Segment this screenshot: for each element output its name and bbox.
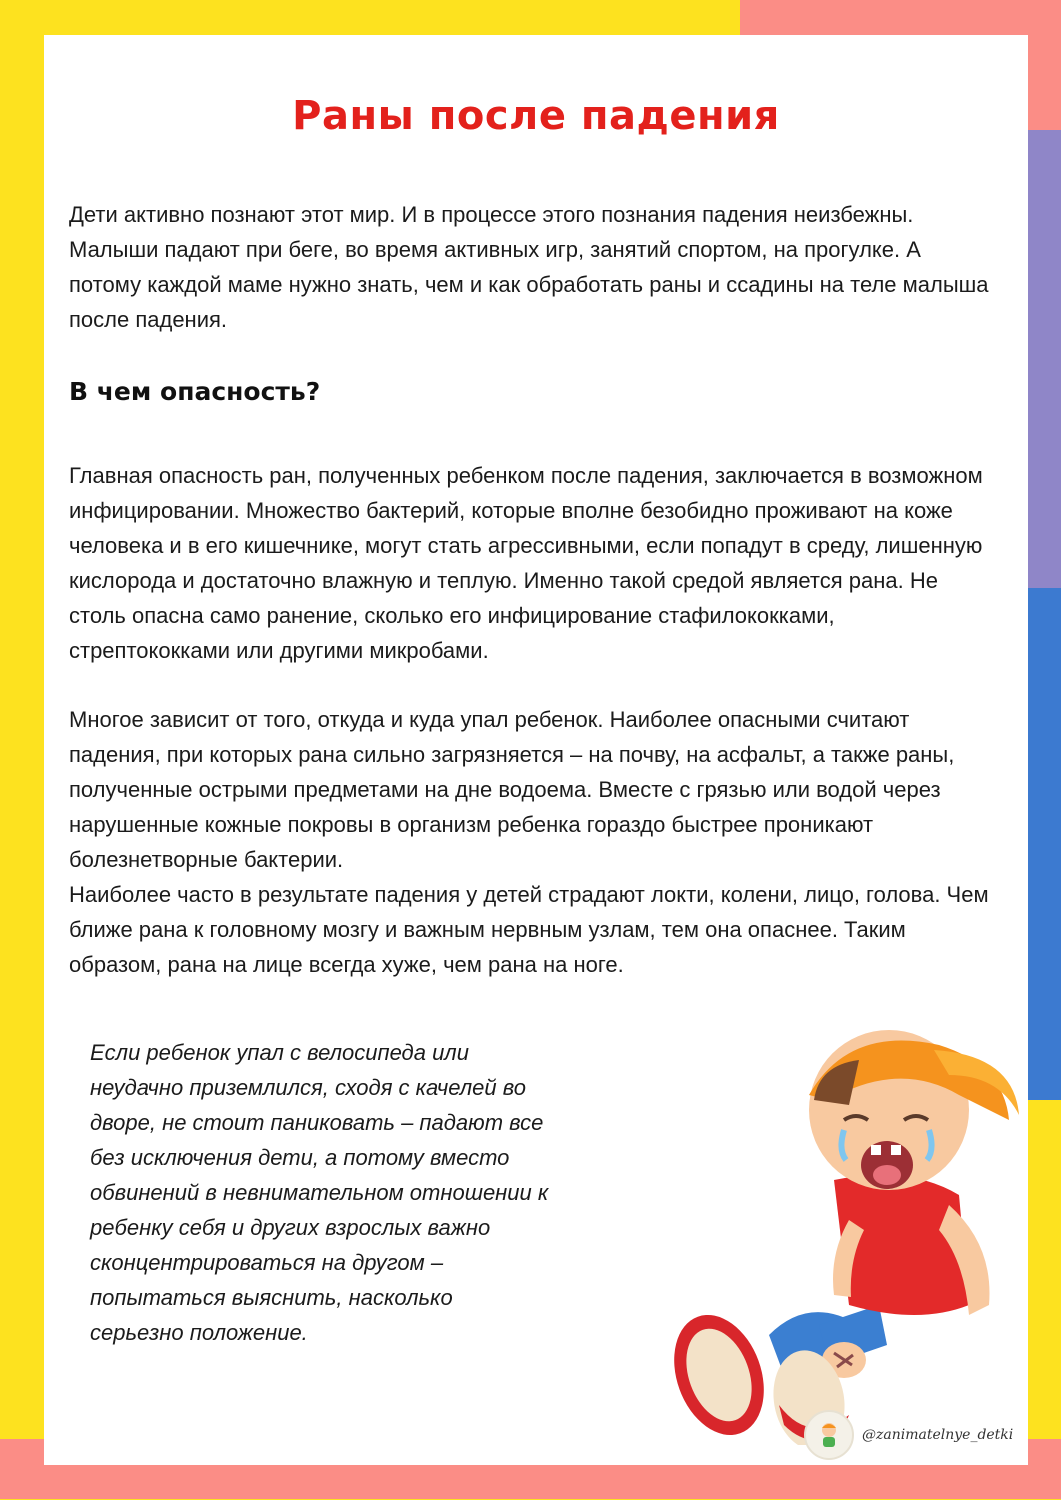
quote-paragraph: Если ребенок упал с велосипеда или неудачно приземлился, сходя с качелей во дворе, не стоит паниковать – падают все без исключения дети, а потому вместо обвинений в невнимательном отношении к ребенку себя и других взрослых важно сконцентрироваться на другом – попытаться выяснить, насколько серьезно положение.: [90, 1040, 549, 1345]
credit-badge: [804, 1410, 1013, 1460]
credit-handle: @zanimatelnye_detki: [862, 1427, 1014, 1443]
danger-paragraph: Главная опасность ран, полученных ребенком после падения, заключается в возможном инфицировании. Множество бактерий, которые вполне безобидно проживают на коже человека и в его кишечнике, могут стать агрессивными, если попадут в среду, лишенную кислорода и достаточно влажную и теплую. Именно такой средой является рана. Не столь опасна само ранение, сколько его инфицирование стафилококками, стрептококками или другими микробами.: [69, 463, 983, 663]
details-block: [69, 702, 999, 982]
intro-paragraph: Дети активно познают этот мир. И в процессе этого познания падения неизбежны. Малыши падают при беге, во время активных игр, занятий спортом, на прогулке. А потому каждой маме нужно знать, чем и как обработать раны и ссадины на теле малыша после падения.: [69, 202, 989, 332]
crying-boy-illustration: [619, 1005, 1019, 1445]
depends-paragraph: Многое зависит от того, откуда и куда упал ребенок. Наиболее опасными считают падения, при которых рана сильно загрязняется – на почву, на асфальт, а также раны, полученные острыми предметами на дне водоема. Вместе с грязью или водой через нарушенные кожные покровы в организм ребенка гораздо быстрее проникают болезнетворные бактерии.: [69, 707, 955, 872]
section-heading: В чем опасность?: [69, 377, 321, 406]
child-logo-icon: [814, 1420, 844, 1450]
avatar: [804, 1410, 854, 1460]
page-sheet: [44, 35, 1028, 1465]
page-title: Раны после падения: [292, 93, 780, 139]
body-parts-paragraph: Наиболее часто в результате падения у детей страдают локти, колени, лицо, голова. Чем ближе рана к головному мозгу и важным нервным узлам, тем она опаснее. Таким образом, рана на лице всегда хуже, чем рана на ноге.: [69, 882, 989, 977]
